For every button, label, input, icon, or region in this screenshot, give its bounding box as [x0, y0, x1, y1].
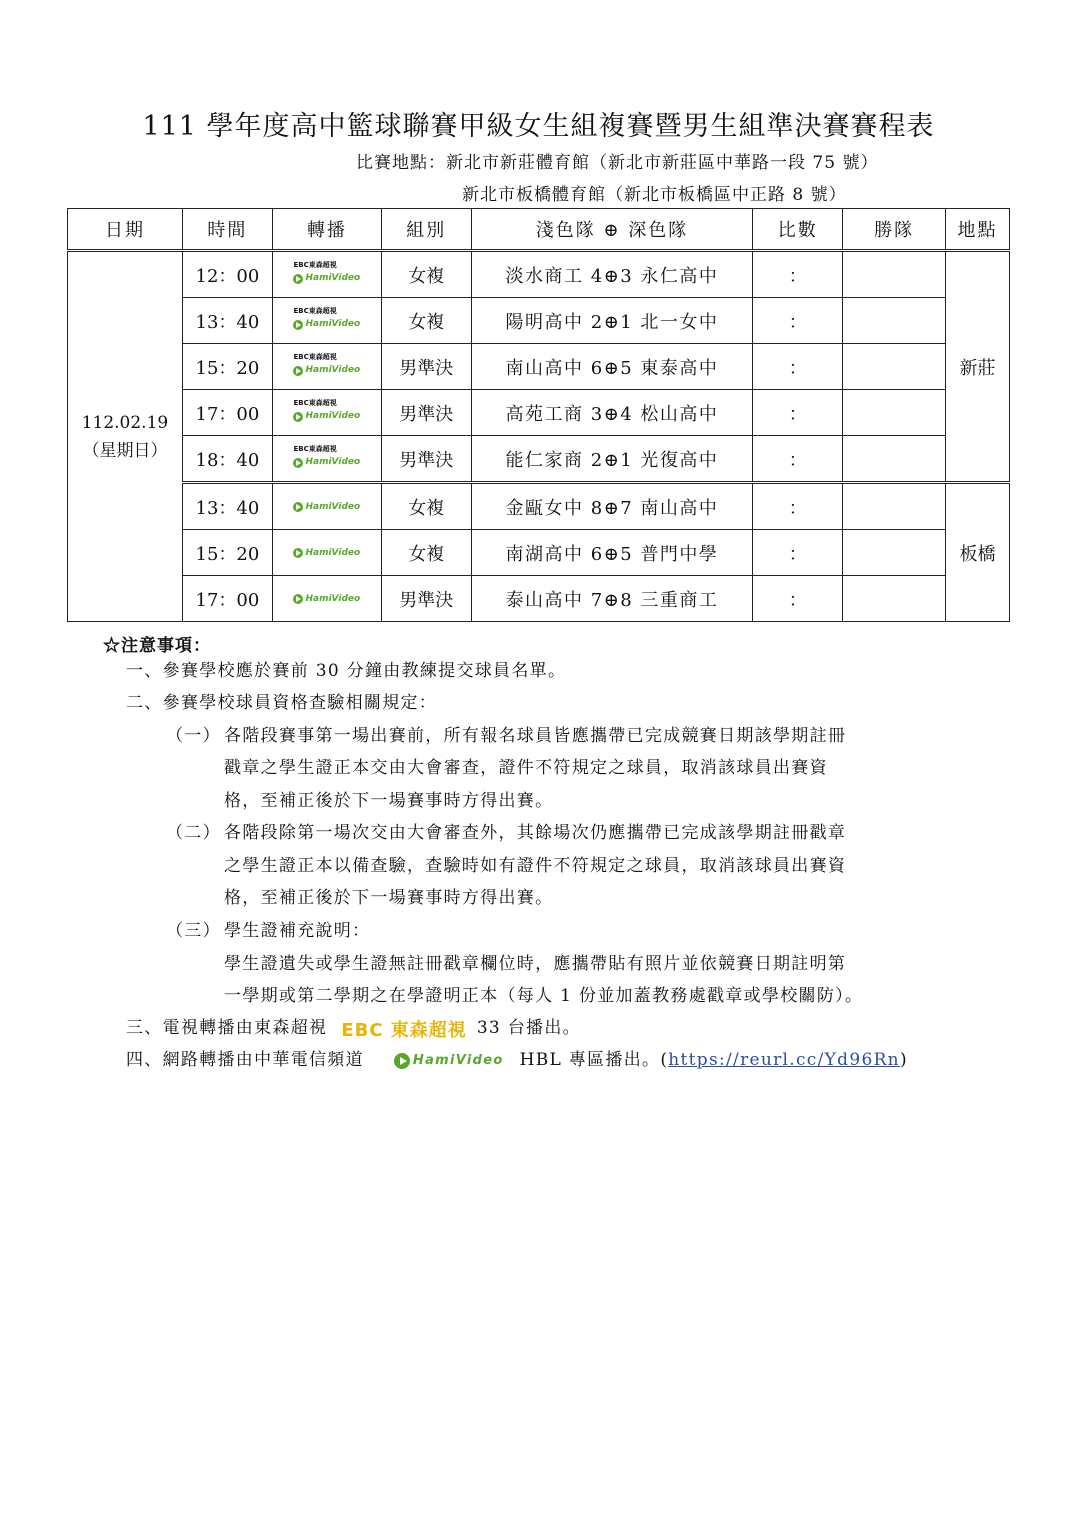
hamivideo-logo-icon [293, 412, 360, 422]
score-cell: ： [753, 390, 843, 436]
venue-line-2: 新北市板橋體育館（新北市板橋區中正路 8 號） [462, 185, 847, 205]
match-cell: 淡水商工 4⊕3 永仁高中 [471, 251, 753, 298]
group-cell: 女複 [381, 483, 471, 530]
winner-cell [843, 530, 946, 576]
note-sub2-line-2: 之學生證正本以備查驗，查驗時如有證件不符規定之球員，取消該球員出賽資 [224, 856, 847, 876]
hbl-link[interactable]: https://reurl.cc/Yd96Rn [668, 1050, 900, 1070]
time-cell: 15：20 [182, 344, 272, 390]
hamivideo-logo-icon [293, 458, 360, 468]
group-cell: 男準決 [381, 576, 471, 622]
table-header-row [68, 209, 1010, 251]
ebc-logo-text: EBC 東森超視 [341, 1019, 467, 1041]
ebc-logo-text: EBC東森超視 [293, 352, 337, 361]
hamivideo-logo-icon [394, 1053, 504, 1069]
broadcast-cell [272, 530, 381, 576]
group-cell: 男準決 [381, 390, 471, 436]
hamivideo-logo-text: HamiVideo [305, 593, 361, 604]
time-cell: 15：20 [182, 530, 272, 576]
match-cell: 南山高中 6⊕5 東泰高中 [471, 344, 753, 390]
time-cell: 13：40 [182, 298, 272, 344]
ebc-logo-icon [293, 308, 360, 315]
hamivideo-logo-icon [293, 366, 360, 376]
match-cell: 金甌女中 8⊕7 南山高中 [471, 483, 753, 530]
broadcast-cell [272, 298, 381, 344]
play-icon [293, 412, 303, 422]
match-weekday: （星期日） [82, 440, 168, 461]
note-item-4-end: ) [899, 1050, 908, 1070]
schedule-table [67, 208, 1010, 622]
date-cell [68, 251, 183, 622]
ebc-logo-text: EBC東森超視 [293, 444, 337, 453]
play-icon [293, 502, 303, 512]
table-row [68, 576, 1010, 622]
score-cell: ： [753, 483, 843, 530]
score-cell: ： [753, 251, 843, 298]
group-cell: 男準決 [381, 436, 471, 483]
hamivideo-logo-text: HamiVideo [305, 547, 361, 558]
header-group: 組別 [381, 209, 471, 251]
broadcast-cell [272, 390, 381, 436]
match-cell: 泰山高中 7⊕8 三重商工 [471, 576, 753, 622]
ebc-logo-icon [293, 400, 360, 407]
broadcast-cell [272, 344, 381, 390]
table-row [68, 298, 1010, 344]
broadcast-cell [272, 483, 381, 530]
score-cell: ： [753, 530, 843, 576]
ebc-logo-icon [293, 354, 360, 361]
group-cell: 女複 [381, 298, 471, 344]
broadcast-cell [272, 251, 381, 298]
hamivideo-logo-text: HamiVideo [305, 457, 361, 467]
time-cell: 13：40 [182, 483, 272, 530]
score-cell: ： [753, 344, 843, 390]
match-cell: 高苑工商 3⊕4 松山高中 [471, 390, 753, 436]
play-icon [293, 274, 303, 284]
winner-cell [843, 298, 946, 344]
header-date: 日期 [68, 209, 183, 251]
header-teams: 淺色隊 ⊕ 深色隊 [471, 209, 753, 251]
header-broadcast: 轉播 [272, 209, 381, 251]
ebc-logo-icon [293, 446, 360, 453]
note-sub3-title: 學生證補充說明： [224, 921, 371, 941]
note-sub3-line-1: 學生證遺失或學生證無註冊戳章欄位時，應攜帶貼有照片並依競賽日期註明第 [224, 954, 847, 974]
hamivideo-logo-icon [293, 502, 360, 512]
note-item-3-text: 三、電視轉播由東森超視 [126, 1018, 328, 1038]
winner-cell [843, 344, 946, 390]
note-sub1-label: （一） [166, 726, 221, 746]
winner-cell [843, 390, 946, 436]
broadcast-cell [272, 436, 381, 483]
play-icon [293, 458, 303, 468]
note-sub3-line-2: 一學期或第二學期之在學證明正本（每人 1 份並加蓋教務處戳章或學校關防）。 [224, 986, 864, 1006]
score-cell: ： [753, 436, 843, 483]
ebc-logo-icon [341, 1016, 467, 1042]
hamivideo-logo-icon [293, 548, 360, 558]
header-score: 比數 [753, 209, 843, 251]
header-time: 時間 [182, 209, 272, 251]
note-item-4-text: 四、網路轉播由中華電信頻道 [126, 1050, 364, 1070]
time-cell: 17：00 [182, 390, 272, 436]
hamivideo-logo-text: HamiVideo [305, 501, 361, 512]
match-date: 112.02.19 [81, 412, 169, 433]
table-row [68, 483, 1010, 530]
notes-heading: ☆注意事項： [103, 636, 211, 656]
group-cell: 女複 [381, 530, 471, 576]
note-item-4 [126, 1045, 908, 1070]
match-cell: 南湖高中 6⊕5 普門中學 [471, 530, 753, 576]
winner-cell [843, 251, 946, 298]
ebc-logo-icon [293, 262, 360, 269]
match-cell: 陽明高中 2⊕1 北一女中 [471, 298, 753, 344]
note-sub3-label: （三） [166, 921, 221, 941]
header-location: 地點 [946, 209, 1010, 251]
play-icon [293, 366, 303, 376]
page-title: 111 學年度高中籃球聯賽甲級女生組複賽暨男生組準決賽賽程表 [142, 111, 935, 142]
play-icon [394, 1053, 410, 1069]
play-icon [293, 548, 303, 558]
note-item-4-suffix: HBL 專區播出。( [519, 1050, 669, 1070]
hamivideo-logo-icon [293, 594, 360, 604]
ebc-logo-text: EBC東森超視 [293, 306, 337, 315]
match-cell: 能仁家商 2⊕1 光復高中 [471, 436, 753, 483]
hamivideo-logo-text: HamiVideo [305, 319, 361, 329]
location-cell: 新莊 [946, 251, 1010, 483]
group-cell: 女複 [381, 251, 471, 298]
hamivideo-logo-text: HamiVideo [412, 1053, 504, 1068]
ebc-logo-text: EBC東森超視 [293, 398, 337, 407]
winner-cell [843, 483, 946, 530]
time-cell: 18：40 [182, 436, 272, 483]
venue-line-1: 比賽地點：新北市新莊體育館（新北市新莊區中華路一段 75 號） [356, 153, 879, 173]
time-cell: 12：00 [182, 251, 272, 298]
note-item-3 [126, 1013, 581, 1042]
hamivideo-logo-text: HamiVideo [305, 365, 361, 375]
winner-cell [843, 436, 946, 483]
hamivideo-logo-icon [293, 320, 360, 330]
table-row [68, 251, 1010, 298]
group-cell: 男準決 [381, 344, 471, 390]
table-row [68, 436, 1010, 483]
note-sub1-line-2: 戳章之學生證正本交由大會審查，證件不符規定之球員，取消該球員出賽資 [224, 758, 828, 778]
location-cell: 板橋 [946, 483, 1010, 622]
table-row [68, 344, 1010, 390]
note-item-3-suffix: 33 台播出。 [476, 1018, 581, 1038]
note-sub1-line-1: 各階段賽事第一場出賽前，所有報名球員皆應攜帶已完成競賽日期該學期註冊 [224, 726, 847, 746]
hamivideo-logo-icon [293, 274, 360, 284]
score-cell: ： [753, 576, 843, 622]
note-sub2-line-1: 各階段除第一場次交由大會審查外，其餘場次仍應攜帶已完成該學期註冊戳章 [224, 823, 847, 843]
note-sub2-line-3: 格，至補正後於下一場賽事時方得出賽。 [224, 888, 554, 908]
time-cell: 17：00 [182, 576, 272, 622]
play-icon [293, 594, 303, 604]
note-sub1-line-3: 格，至補正後於下一場賽事時方得出賽。 [224, 791, 554, 811]
header-winner: 勝隊 [843, 209, 946, 251]
table-row [68, 530, 1010, 576]
ebc-logo-text: EBC東森超視 [293, 260, 337, 269]
winner-cell [843, 576, 946, 622]
play-icon [293, 320, 303, 330]
table-row [68, 390, 1010, 436]
hamivideo-logo-text: HamiVideo [305, 411, 361, 421]
hamivideo-logo-text: HamiVideo [305, 273, 361, 283]
score-cell: ： [753, 298, 843, 344]
note-item-2: 二、參賽學校球員資格查驗相關規定： [126, 693, 438, 713]
note-item-1: 一、參賽學校應於賽前 30 分鐘由教練提交球員名單。 [126, 661, 567, 681]
broadcast-cell [272, 576, 381, 622]
note-sub2-label: （二） [166, 823, 221, 843]
